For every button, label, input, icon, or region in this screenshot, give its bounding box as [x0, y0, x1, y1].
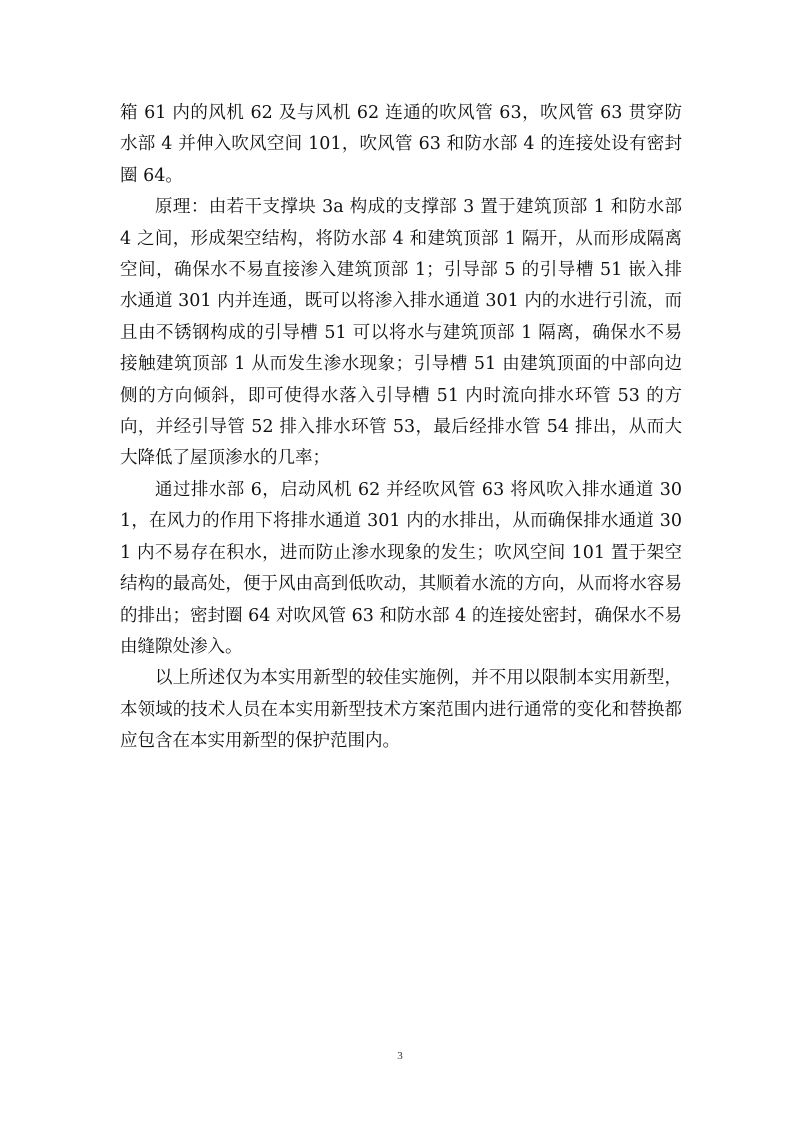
- paragraph-principle: 原理：由若干支撑块 3a 构成的支撑部 3 置于建筑顶部 1 和防水部 4 之间，形成架空结构，将防水部 4 和建筑顶部 1 隔开，从而形成隔离空间，确保水不易直接渗入建筑顶部 1；引导部 5 的引导槽 51 嵌入排水通道 301 内并连通，既可以将渗入排水通道 301 内的水进行引流，而且由不锈钢构成的引导槽 51 可以将水与建筑顶部 1 隔离，确保水不易接触建筑顶部 1 从而发生渗水现象；引导槽 51 由建筑顶面的中部向边侧的方向倾斜，即可使得水落入引导槽 51 内时流向排水环管 53 的方向，并经引导管 52 排入排水环管 53，最后经排水管 54 排出，从而大大降低了屋顶渗水的几率；: [120, 197, 682, 469]
- page-number: 3: [397, 1050, 403, 1062]
- paragraph-drainage: 通过排水部 6，启动风机 62 并经吹风管 63 将风吹入排水通道 301，在风力的作用下将排水通道 301 内的水排出，从而确保排水通道 301 内不易存在积水，进而防止渗水现象的发生；吹风空间 101 置于架空结构的最高处，便于风由高到低吹动，其顺着水流的方向，从而将水容易的排出；密封圈 64 对吹风管 63 和防水部 4 的连接处密封，确保水不易由缝隙处渗入。: [120, 479, 682, 657]
- paragraph-continuation: 箱 61 内的风机 62 及与风机 62 连通的吹风管 63，吹风管 63 贯穿防水部 4 并伸入吹风空间 101，吹风管 63 和防水部 4 的连接处设有密封圈 64。: [120, 103, 682, 186]
- paragraph-conclusion: 以上所述仅为本实用新型的较佳实施例，并不用以限制本实用新型，本领域的技术人员在本实用新型技术方案范围内进行通常的变化和替换都应包含在本实用新型的保护范围内。: [120, 668, 682, 752]
- document-body: [120, 98, 682, 758]
